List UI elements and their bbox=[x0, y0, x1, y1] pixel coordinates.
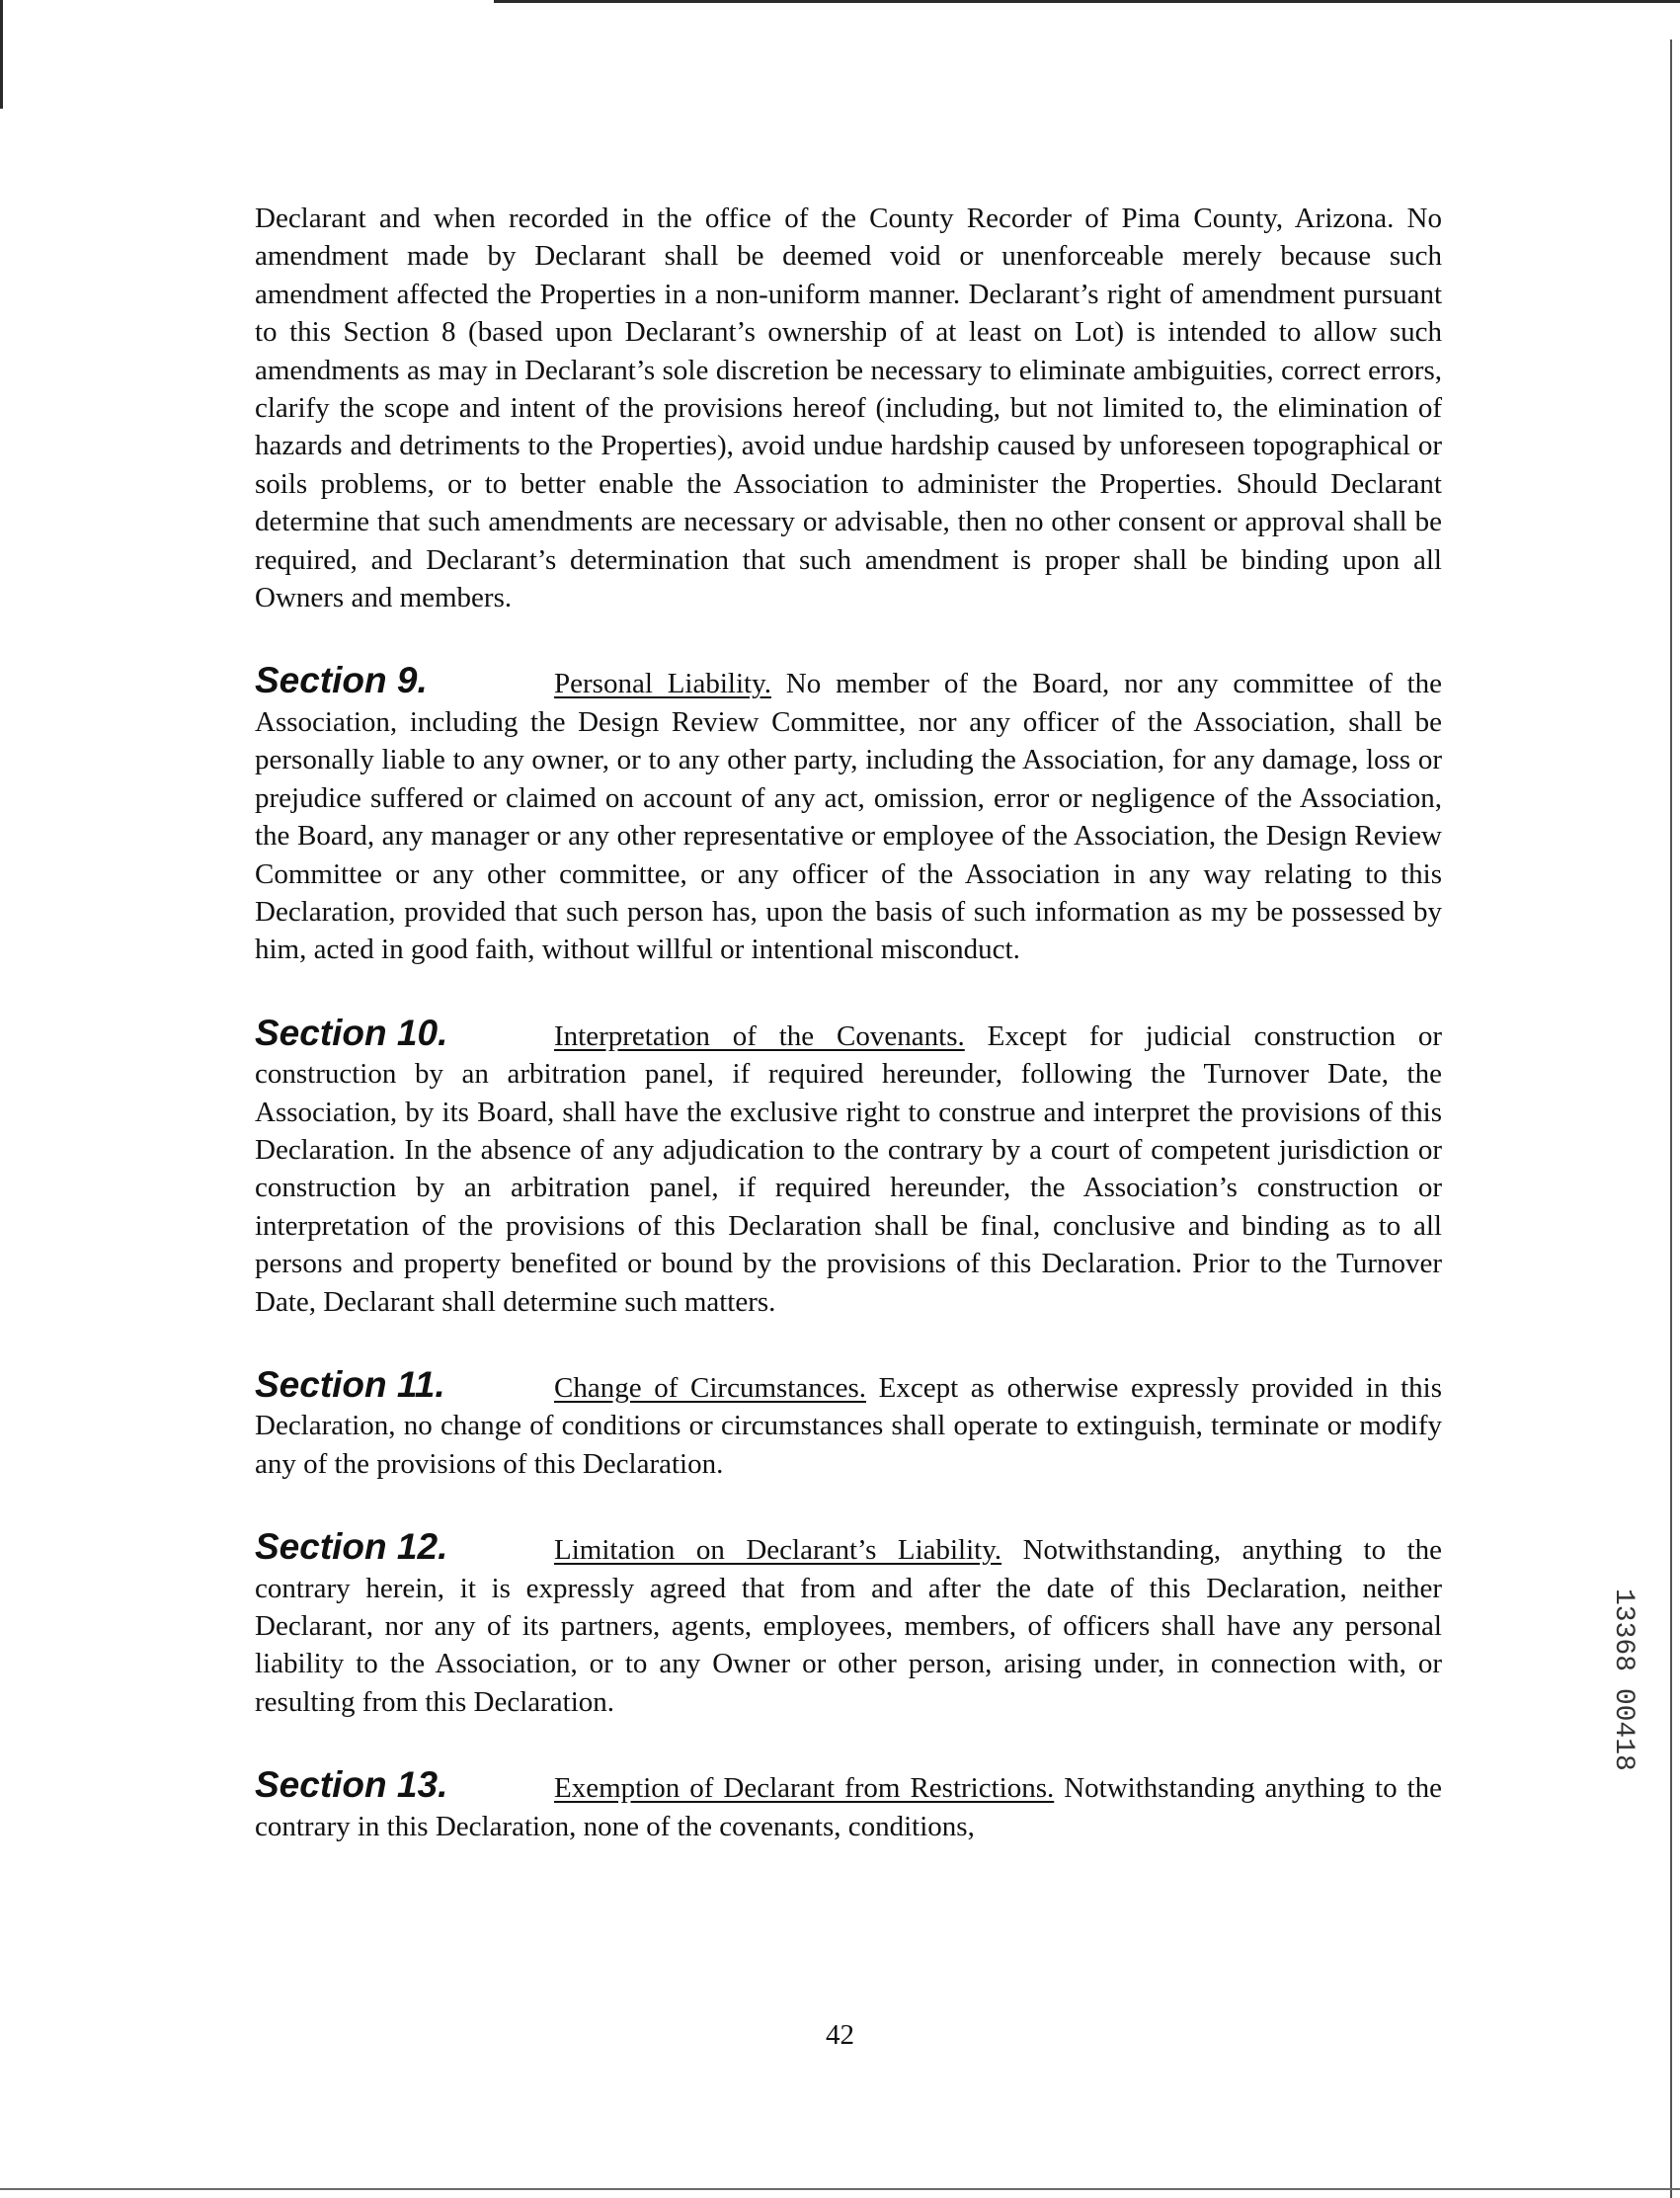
scan-top-border bbox=[494, 0, 1680, 3]
section-heading: Section 11. bbox=[255, 1363, 445, 1405]
section-body: Notwithstanding, anything to the contrary herein, it is expressly agreed that from and after the date of this Declaration, neither Declarant, nor any of its partners, agents, employees, members, of officers shall have any personal liability to the Association, or to any Owner or other person, arising under, in connection with, or resulting from this Declaration. bbox=[255, 1534, 1442, 1718]
scan-bottom-border bbox=[0, 2188, 1680, 2190]
scan-right-border bbox=[1670, 40, 1672, 2198]
section-title: Limitation on Declarant’s Liability. bbox=[554, 1534, 1002, 1567]
recording-stamp: 13368 00418 bbox=[1608, 1588, 1639, 1771]
section-11 bbox=[255, 1363, 1442, 1483]
section-title: Personal Liability. bbox=[554, 668, 771, 700]
page-number: 42 bbox=[826, 2019, 854, 2051]
section-13 bbox=[255, 1766, 1442, 1845]
section-heading: Section 9. bbox=[255, 660, 428, 701]
document-body bbox=[255, 200, 1442, 1845]
intro-paragraph: Declarant and when recorded in the office of the County Recorder of Pima County, Arizona. No amendment made by Declarant shall be deemed void or unenforceable merely because such amendment affected the Properties in a non-uniform manner. Declarant’s right of amendment pursuant to this Section 8 (based upon Declarant’s ownership of at least on Lot) is intended to allow such amendments as may in Declarant’s sole discretion be necessary to eliminate ambiguities, correct errors, clarify the scope and intent of the provisions hereof (including, but not limited to, the elimination of hazards and detriments to the Properties), avoid undue hardship caused by unforeseen topographical or soils problems, or to better enable the Association to administer the Properties. Should Declarant determine that such amendments are necessary or advisable, then no other consent or approval shall be required, and Declarant’s determination that such amendment is proper shall be binding upon all Owners and members. bbox=[255, 203, 1442, 614]
section-heading: Section 13. bbox=[255, 1764, 448, 1806]
scan-left-mark bbox=[0, 0, 3, 109]
section-body: No member of the Board, nor any committee of the Association, including the Design Review Committee, nor any officer of the Association, shall be personally liable to any owner, or to any other party, including the Association, for any damage, loss or prejudice suffered or claimed on account of any act, omission, error or negligence of the Association, the Board, any manager or any other representative or employee of the Association, the Design Review Committee or any other committee, or any officer of the Association in any way relating to this Declaration, provided that such person has, upon the basis of such information as my be possessed by him, acted in good faith, without willful or intentional misconduct. bbox=[255, 668, 1442, 966]
section-body: Notwithstanding anything to the contrary in this Declaration, none of the covenants, conditions, bbox=[255, 1772, 1442, 1842]
section-12 bbox=[255, 1528, 1442, 1721]
section-10 bbox=[255, 1012, 1442, 1321]
section-title: Interpretation of the Covenants. bbox=[554, 1019, 965, 1052]
section-title: Change of Circumstances. bbox=[554, 1371, 867, 1404]
section-title: Exemption of Declarant from Restrictions. bbox=[554, 1772, 1055, 1805]
section-body: Except as otherwise expressly provided in this Declaration, no change of conditions or circumstances shall operate to extinguish, terminate or modify any of the provisions of this Declaration. bbox=[255, 1371, 1442, 1480]
section-9 bbox=[255, 662, 1442, 968]
section-body: Except for judicial construction or construction by an arbitration panel, if required hereunder, following the Turnover Date, the Association, by its Board, shall have the exclusive right to construe and interpret the provisions of this Declaration. In the absence of any adjudication to the contrary by a court of competent jurisdiction or construction by an arbitration panel, if required hereunder, the Association’s construction or interpretation of the provisions of this Declaration shall be final, conclusive and binding as to all persons and property benefited or bound by the provisions of this Declaration. Prior to the Turnover Date, Declarant shall determine such matters. bbox=[255, 1019, 1442, 1318]
section-heading: Section 12. bbox=[255, 1526, 448, 1568]
section-heading: Section 10. bbox=[255, 1012, 448, 1053]
